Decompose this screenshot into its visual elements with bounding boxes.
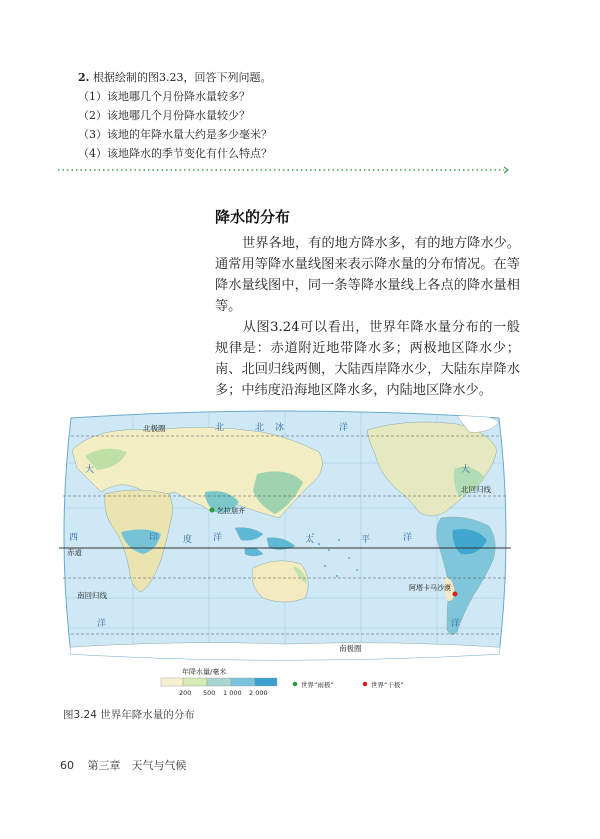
world-precipitation-map (57, 408, 513, 704)
figure-caption: 图3.24 世界年降水量的分布 (63, 709, 195, 721)
legend-swatch-5 (255, 678, 277, 686)
legend-title: 年降水量/毫米 (182, 668, 227, 676)
chapter-title: 第三章 天气与气候 (87, 759, 187, 772)
legend (161, 667, 404, 697)
legend-swatch-2 (183, 678, 207, 686)
driest-place-marker (453, 592, 458, 597)
paragraph-2 (215, 317, 520, 401)
legend-dry-marker (363, 682, 368, 687)
legend-wet-marker (293, 682, 298, 687)
ocean-char-bei: 北 (215, 423, 225, 433)
label-driest-place: 阿塔卡马沙漠 (409, 584, 451, 592)
ocean-char-north3: 洋 (339, 423, 349, 433)
paragraph-1-text: 世界各地，有的地方降水多，有的地方降水少。通常用等降水量线图来表示降水量的分布情况。在等降水量线图中，同一条等降水量线上各点的降水量相等。 (215, 236, 520, 314)
questions-block (78, 68, 272, 163)
ocean-char-yang-right: 洋 (451, 619, 461, 629)
ocean-char-indian3: 洋 (213, 533, 223, 543)
ocean-char-indian2: 度 (183, 535, 193, 545)
legend-tick-200: 200 (179, 689, 192, 697)
label-tropic-capricorn: 南回归线 (77, 591, 107, 600)
label-arctic-circle: 北极圈 (143, 424, 166, 433)
question-number: 2. (78, 71, 90, 84)
ocean-char-north2: 冰 (275, 423, 285, 433)
question-item-2: （2）该地哪几个月份降水量较少？ (78, 109, 250, 122)
ocean-char-yang-left: 洋 (97, 619, 107, 629)
section-title: 降水的分布 (215, 208, 291, 226)
dotted-divider (58, 166, 510, 174)
wettest-place-marker (210, 508, 215, 513)
australia-landmass (252, 561, 308, 602)
ocean-char-da-left: 大 (85, 465, 95, 475)
legend-swatch-1 (161, 678, 183, 686)
question-item-1: （1）该地哪几个月份降水量较多？ (78, 90, 250, 103)
paragraph-1 (215, 233, 520, 317)
ocean-char-indian1: 印 (149, 533, 159, 543)
ocean-char-pacific2: 平 (361, 535, 371, 545)
question-item-4: （4）该地降水的季节变化有什么特点？ (78, 147, 272, 160)
ocean-char-da-right: 大 (461, 465, 471, 475)
ocean-char-pacific1: 太 (305, 535, 315, 545)
label-antarctic-circle: 南极圈 (339, 644, 362, 653)
page-footer (60, 757, 187, 773)
page-number: 60 (60, 759, 74, 772)
question-item-3: （3）该地的年降水量大约是多少毫米？ (78, 128, 272, 141)
legend-tick-2000: 2 000 (249, 689, 268, 697)
legend-swatch-3 (207, 678, 231, 686)
antarctica-landmass (57, 643, 513, 664)
legend-tick-500: 500 (203, 689, 216, 697)
question-intro (78, 68, 272, 87)
ocean-char-pacific3: 洋 (403, 533, 413, 543)
legend-wet-label: 世界“雨极” (301, 681, 334, 689)
label-equator: 赤道 (67, 548, 82, 557)
map-svg (57, 408, 513, 704)
ocean-char-west: 西 (69, 533, 79, 543)
legend-dry-label: 世界“干极” (371, 681, 404, 689)
question-intro-text: 根据绘制的图3.23，回答下列问题。 (92, 71, 272, 84)
label-tropic-cancer: 北回归线 (461, 485, 491, 494)
ocean-char-north1: 北 (255, 423, 265, 433)
paragraph-2-text: 从图3.24可以看出，世界年降水量分布的一般规律是：赤道附近地带降水多；两极地区降水少；南、北回归线两侧，大陆西岸降水少，大陆东岸降水多；中纬度沿海地区降水多，内陆地区降水少。 (215, 320, 520, 398)
label-wettest-place: 乞拉朋齐 (217, 507, 245, 515)
legend-tick-1000: 1 000 (223, 689, 242, 697)
legend-swatch-4 (231, 678, 255, 686)
